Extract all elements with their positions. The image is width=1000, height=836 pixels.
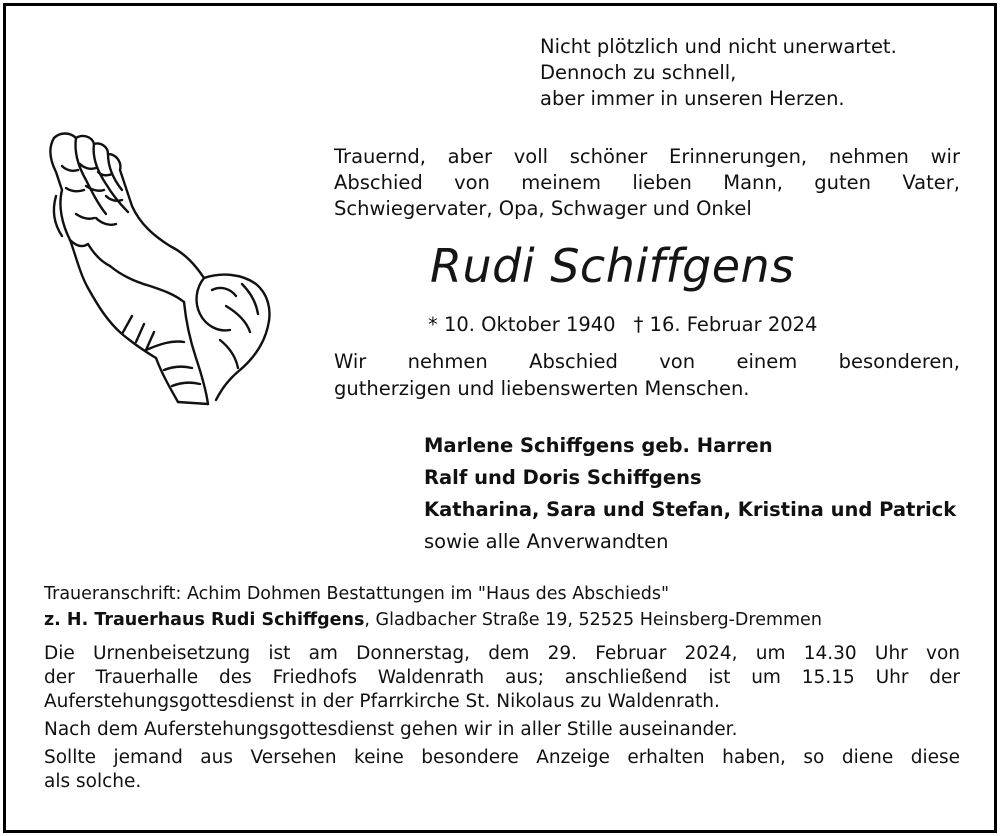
info-line: als solche.: [44, 771, 142, 792]
tribute-text: [334, 348, 960, 402]
mourner-name: Marlene Schiffgens geb. Harren: [424, 434, 773, 457]
info-line: Die Urnenbeisetzung ist am Donnerstag, dem 29. Februar 2024, um 14.30 Uhr von: [44, 643, 960, 664]
intro-text: [334, 144, 960, 222]
intro-line: Schwiegervater, Opa, Schwager und Onkel: [334, 197, 752, 220]
mourning-address: [44, 581, 822, 633]
death-date: † 16. Februar 2024: [633, 313, 818, 336]
life-dates: [428, 312, 817, 338]
funeral-info: [44, 642, 960, 794]
info-line: Nach dem Auferstehungsgottesdienst gehen wir in aller Stille auseinander.: [44, 719, 738, 740]
tribute-line: gutherzigen und liebenswerten Menschen.: [334, 377, 750, 400]
mourner-name: Katharina, Sara und Stefan, Kristina und Patrick: [424, 498, 957, 521]
address-line: Traueranschrift: Achim Dohmen Bestattungen im "Haus des Abschieds": [44, 584, 670, 604]
info-line: der Trauerhalle des Friedhofs Waldenrath aus; anschließend ist um 15.15 Uhr der: [44, 667, 960, 688]
relatives-note: sowie alle Anverwandten: [424, 530, 669, 553]
birth-date: * 10. Oktober 1940: [428, 313, 616, 336]
address-recipient: z. H. Trauerhaus Rudi Schiffgens: [44, 610, 365, 630]
info-line: Sollte jemand aus Versehen keine besondere Anzeige erhalten haben, so diene diese: [44, 747, 960, 768]
intro-line: Abschied von meinem lieben Mann, guten Vater,: [334, 171, 960, 194]
intro-line: Trauernd, aber voll schöner Erinnerungen, nehmen wir: [334, 145, 960, 168]
motto-line: Dennoch zu schnell,: [540, 61, 737, 84]
address-line: [44, 607, 822, 633]
motto: [540, 34, 897, 112]
deceased-name: Rudi Schiffgens: [430, 239, 795, 293]
motto-line: Nicht plötzlich und nicht unerwartet.: [540, 35, 897, 58]
address-street: , Gladbacher Straße 19, 52525 Heinsberg-Dremmen: [364, 610, 822, 630]
praying-hands-icon: [36, 126, 276, 410]
mourner-name: Ralf und Doris Schiffgens: [424, 466, 702, 489]
mourners-list: [424, 430, 956, 558]
tribute-line: Wir nehmen Abschied von einem besonderen,: [334, 350, 960, 373]
info-line: Auferstehungsgottesdienst in der Pfarrkirche St. Nikolaus zu Waldenrath.: [44, 691, 720, 712]
motto-line: aber immer in unseren Herzen.: [540, 87, 845, 110]
